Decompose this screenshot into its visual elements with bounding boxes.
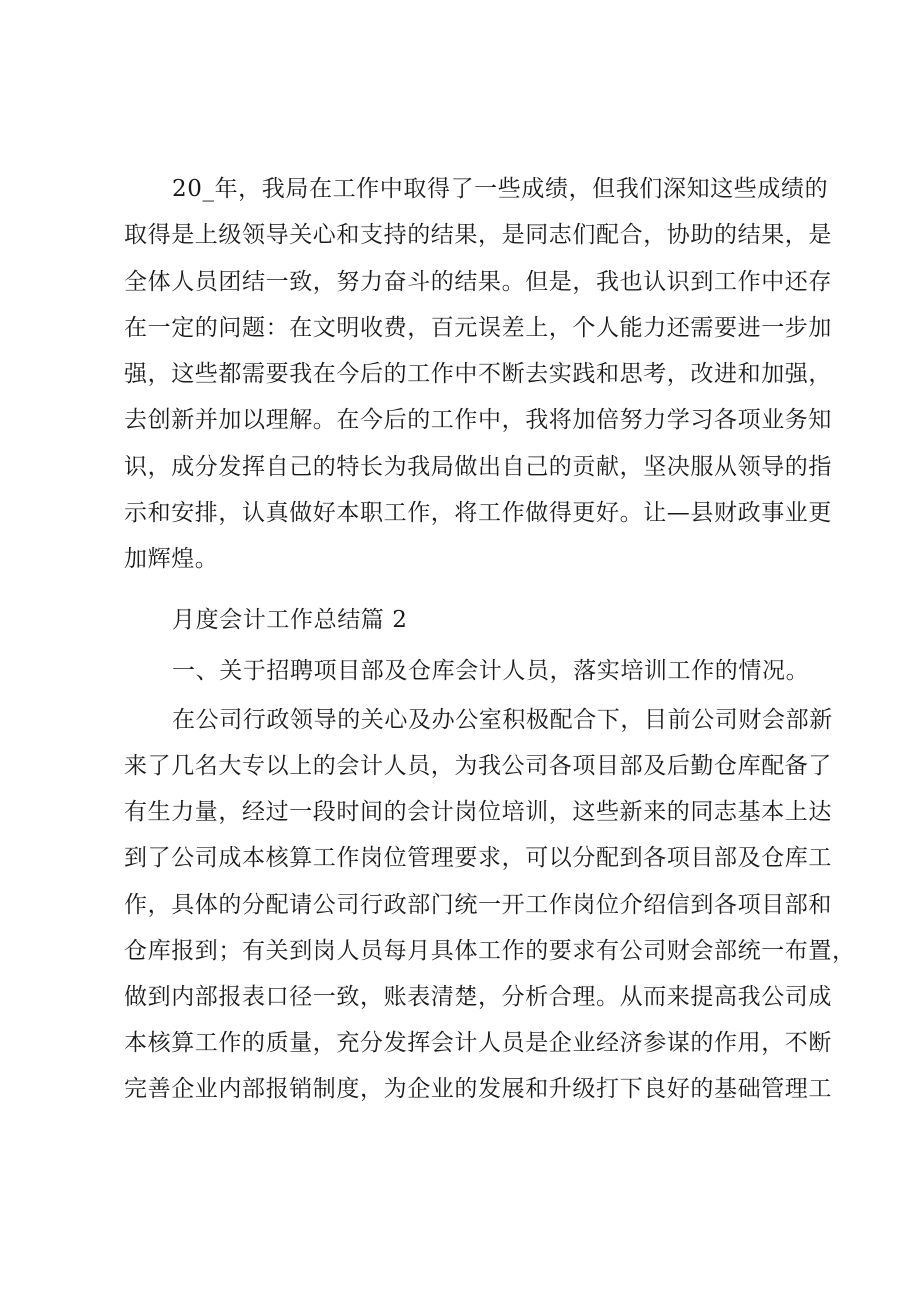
paragraph-line: 到了公司成本核算工作岗位管理要求，可以分配到各项目部及仓库工	[124, 845, 832, 871]
item-heading: 一、关于招聘项目部及仓库会计人员，落实培训工作的情况。	[172, 658, 810, 684]
paragraph-line: 做到内部报表口径一致，账表清楚，分析合理。从而来提高我公司成	[124, 984, 832, 1010]
paragraph-line: 去创新并加以理解。在今后的工作中，我将加倍努力学习各项业务知	[124, 407, 832, 433]
paragraph-line: 20_年，我局在工作中取得了一些成绩，但我们深知这些成绩的	[172, 176, 829, 202]
paragraph-line: 有生力量，经过一段时间的会计岗位培训，这些新来的同志基本上达	[124, 799, 832, 825]
paragraph-line: 仓库报到；有关到岗人员每月具体工作的要求有公司财会部统一布置，	[124, 938, 856, 964]
paragraph-line: 本核算工作的质量，充分发挥会计人员是企业经济参谋的作用，不断	[124, 1030, 832, 1056]
paragraph-line: 取得是上级领导关心和支持的结果，是同志们配合，协助的结果，是	[124, 222, 832, 248]
paragraph-line: 作，具体的分配请公司行政部门统一开工作岗位介绍信到各项目部和	[124, 892, 832, 918]
paragraph-line: 在公司行政领导的关心及办公室积极配合下，目前公司财会部新	[172, 707, 833, 733]
paragraph-line: 识，成分发挥自己的特长为我局做出自己的贡献，坚决服从领导的指	[124, 454, 832, 480]
paragraph-line: 来了几名大专以上的会计人员，为我公司各项目部及后勤仓库配备了	[124, 753, 832, 779]
paragraph-line: 完善企业内部报销制度，为企业的发展和升级打下良好的基础管理工	[124, 1076, 832, 1102]
paragraph-line: 示和安排，认真做好本职工作，将工作做得更好。让—县财政事业更	[124, 500, 832, 526]
paragraph-line: 全体人员团结一致，努力奋斗的结果。但是，我也认识到工作中还存	[124, 269, 832, 295]
section-heading: 月度会计工作总结篇 2	[172, 607, 408, 633]
paragraph-line: 加辉煌。	[124, 546, 219, 572]
paragraph-line: 在一定的问题：在文明收费，百元误差上，个人能力还需要进一步加	[124, 315, 832, 341]
paragraph-line: 强，这些都需要我在今后的工作中不断去实践和思考，改进和加强，	[124, 361, 832, 387]
